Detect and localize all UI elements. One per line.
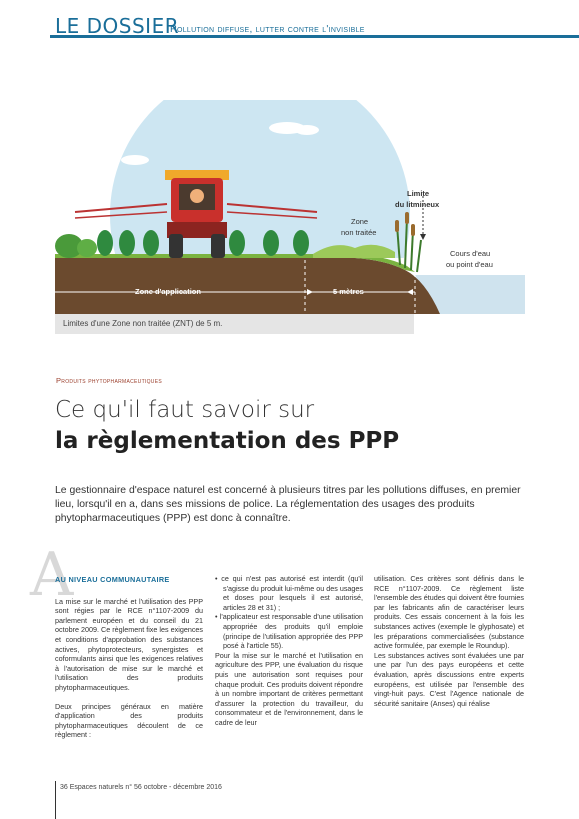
article-title-line1: Ce qu'il faut savoir sur <box>55 397 315 423</box>
label-zone-2: non traitée <box>341 228 377 237</box>
paragraph: Deux principes généraux en matière d'application des produits phytopharmaceutiques découlent de ce règlement : <box>55 701 203 740</box>
label-application: Zone d'application <box>135 287 201 296</box>
section-subtitle: Pollution diffuse, lutter contre l'invisible <box>170 24 365 35</box>
figure-caption <box>55 314 414 334</box>
column-1 <box>55 575 203 740</box>
paragraph: utilisation. Ces critères sont définis dans le RCE n°1107-2009. Ce règlement liste l'ensemble des études qui doivent être fournies par les fabricants afin de caractériser leurs produits. Ces essais concernent à la fois les substances actives (exemple le glyphosate) et les préparations commercialisées (substance active formulée, par exemple le Roundup). <box>374 574 525 651</box>
page-header <box>0 16 579 38</box>
label-distance: 5 mètres <box>333 287 364 296</box>
paragraph: Les substances actives sont évaluées une par une par l'un des pays européens et cette évaluation, après discussions entre experts européens, est utilisée par l'ensemble des vingt-huit pays. C'est l'Agence nationale de sécurité sanitaire (Anses) qui réalise <box>374 650 524 708</box>
page-footer: 36 Espaces naturels n° 56 octobre - décembre 2016 <box>60 784 222 791</box>
drop-cap: A <box>30 540 74 610</box>
column-3 <box>374 574 524 708</box>
soil-layer <box>55 258 440 314</box>
article-intro: Le gestionnaire d'espace naturel est concerné à plusieurs titres par les pollutions diffuses, en premier lieu, lorsqu'il en a, dans ses missions de police. La réglementation des usages des produits phytopharmaceutiques (PPP) est donc à connaître. <box>55 485 521 524</box>
bullet-item: • l'applicateur est responsable d'une utilisation appropriée des produits qu'il emploie (principe de l'utilisation appropriée des PPP posé à l'article 55). <box>215 612 363 651</box>
bush-left-2 <box>77 239 97 257</box>
paragraph: Pour la mise sur le marché et l'utilisation en agriculture des PPP, une évaluation du risque puis une autorisation sont requises pour chaque produit. Ces produits doivent répondre à un nombre important de critères permettant d'assurer la protection du travailleur, du consommateur et de l'environnement, dans le cadre de leur <box>215 650 363 727</box>
paragraph: La mise sur le marché et l'utilisation des PPP sont régies par le RCE n°1107-2009 du parlement européen et du conseil du 21 octobre 2009. Ce règlement fixe les exigences et conditions d'approbation des substances actives, phytoprotecteurs, synergistes et coformulants ainsi que les exigences relatives à l'autorisation de mise sur le marché et l'utilisation des produits phytopharmaceutiques. <box>55 596 203 692</box>
article-title-line2: la règlementation des PPP <box>55 428 400 454</box>
label-cours-2: ou point d'eau <box>446 260 493 269</box>
label-cours: Cours d'eau <box>450 249 491 258</box>
column-2 <box>215 574 363 728</box>
section-heading: AU NIVEAU COMMUNAUTAIRE <box>55 575 170 584</box>
label-limite-2: du litmineux <box>395 200 440 209</box>
znt-illustration <box>55 100 525 340</box>
footer-rule <box>55 781 56 819</box>
label-zone: Zone <box>351 217 369 226</box>
label-limite: Limite <box>407 189 430 198</box>
bullet-item: • ce qui n'est pas autorisé est interdit (qu'il s'agisse du produit lui-même ou des usages et doses pour lesquels il est autorisé, articles 28 et 31) ; <box>215 574 364 612</box>
section-title: LE DOSSIER <box>55 14 180 38</box>
caption-text: Limites d'une Zone non traitée (ZNT) de 5 m. <box>63 319 223 328</box>
article-kicker: Produits phytopharmaceutiques <box>56 376 162 385</box>
